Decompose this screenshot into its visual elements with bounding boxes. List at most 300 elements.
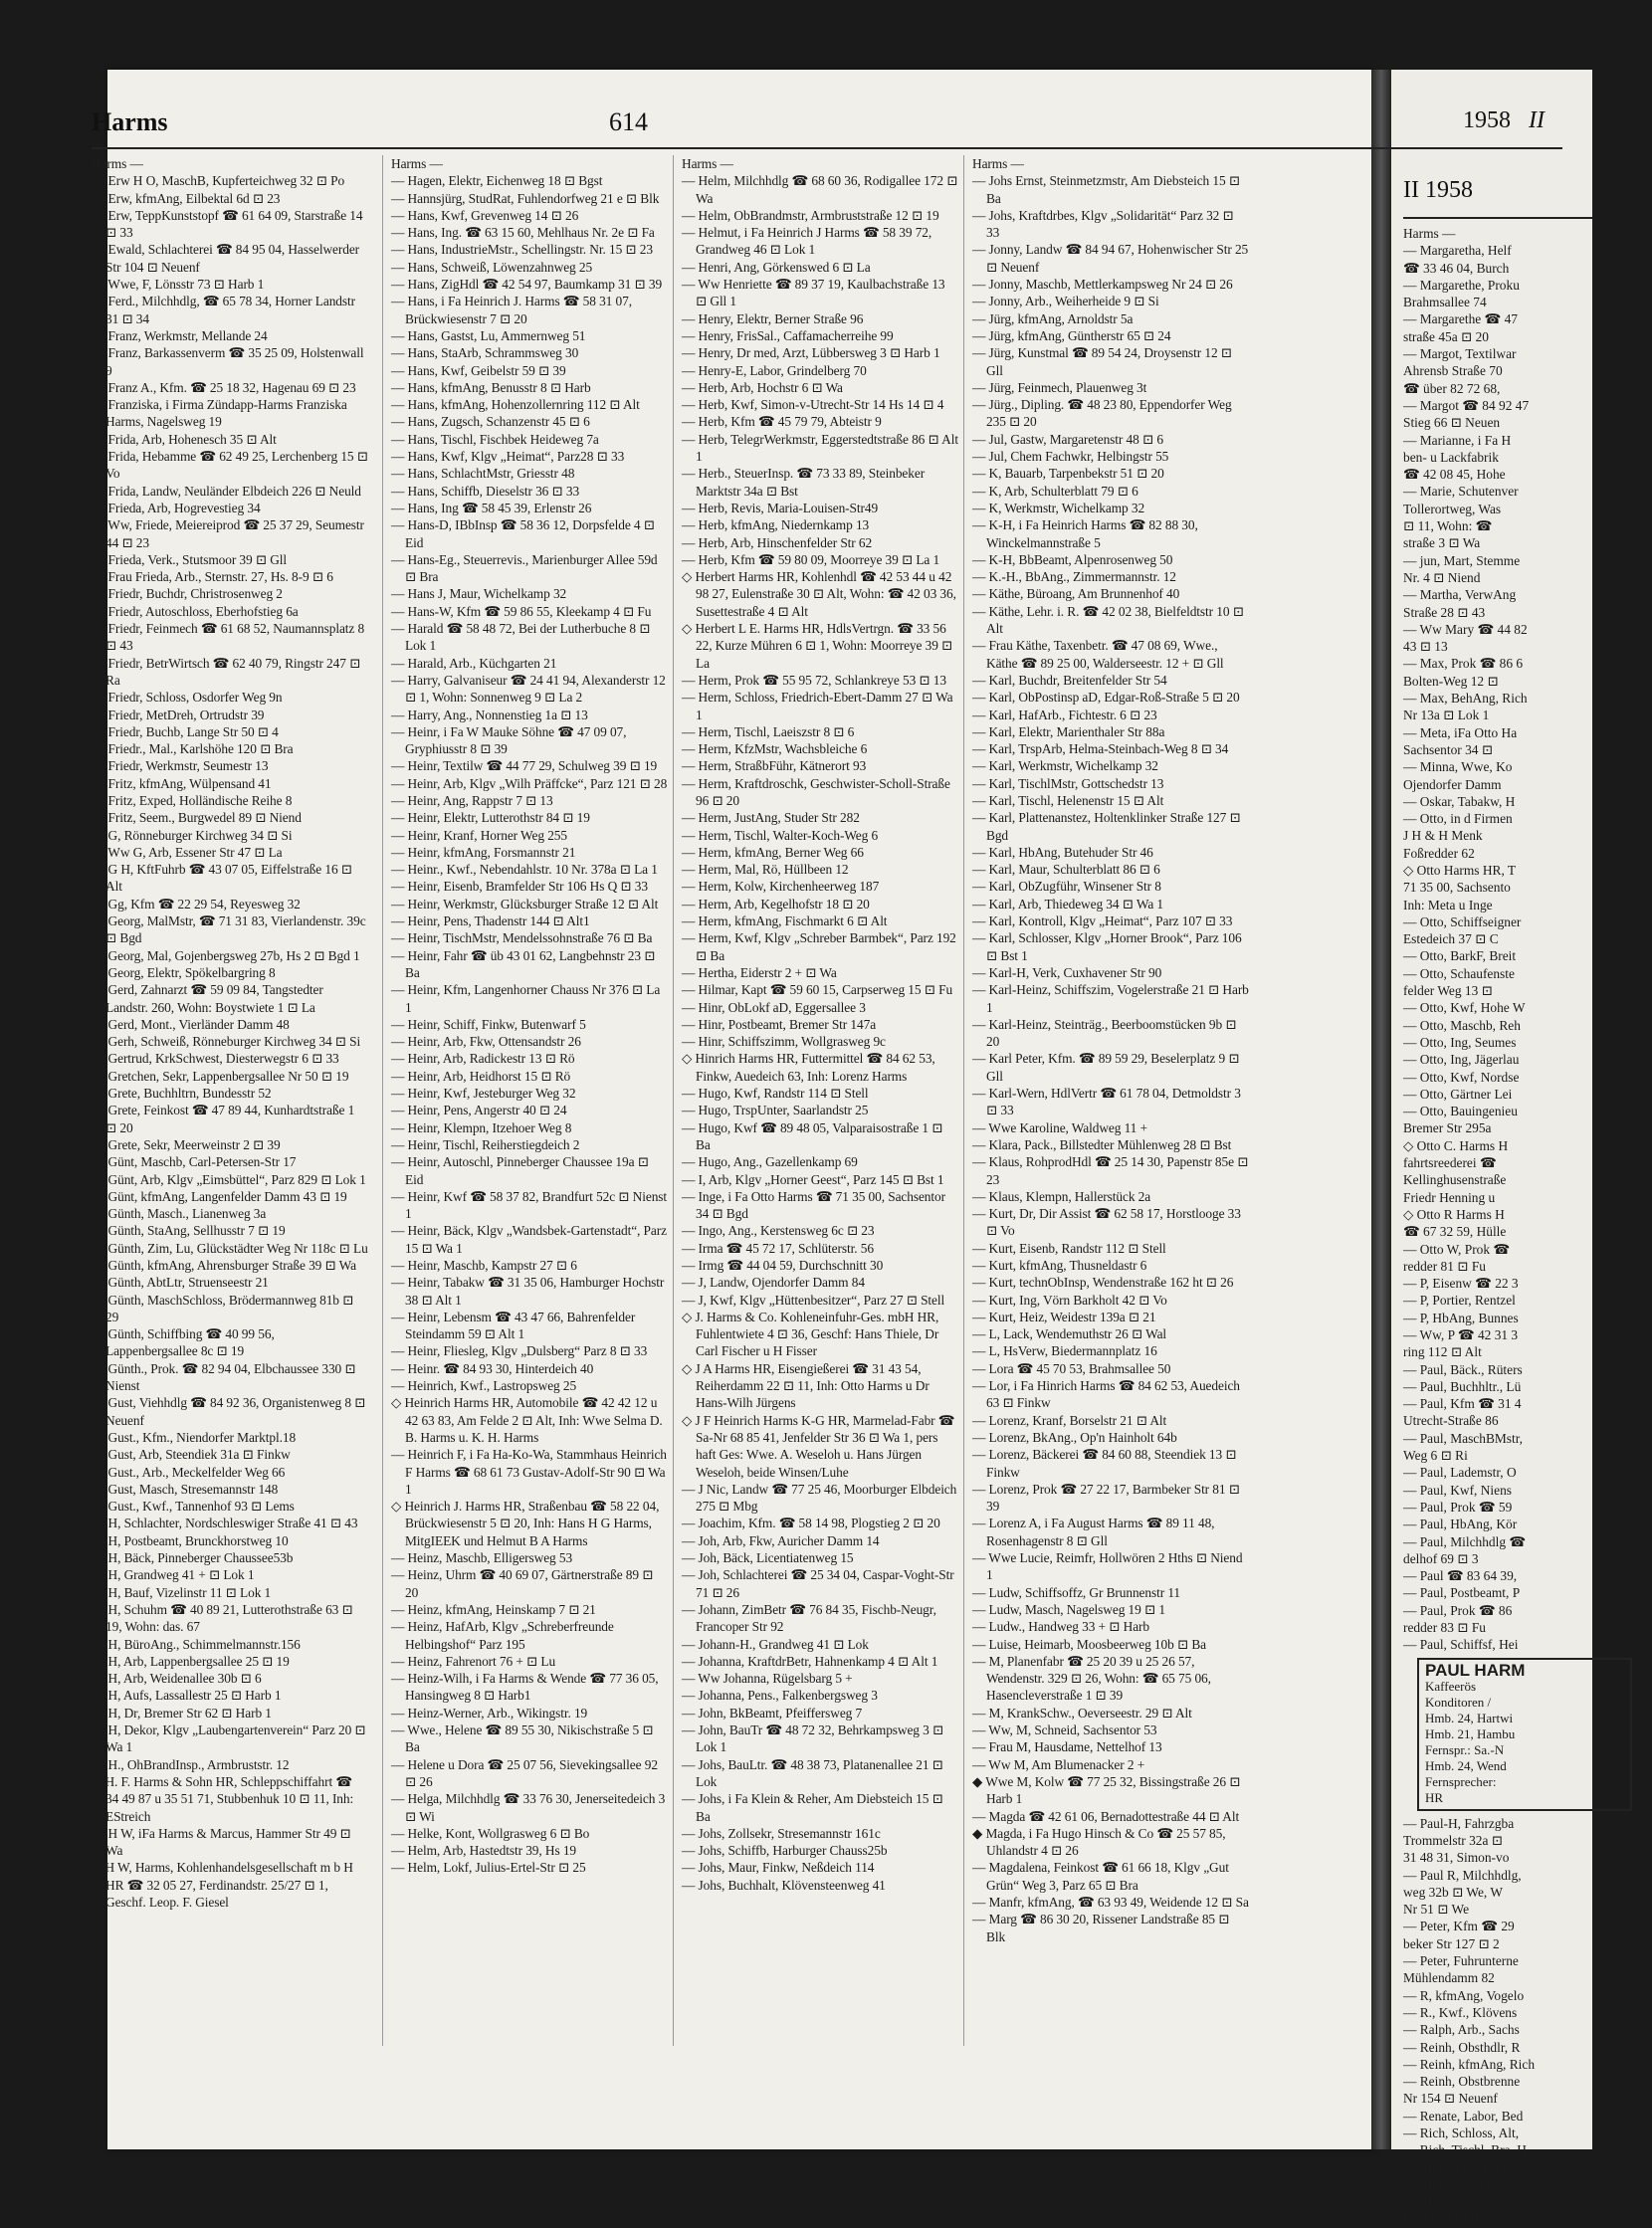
directory-entry: — Herb, Revis, Maria-Louisen-Str49	[682, 500, 879, 515]
directory-entry: — Hertha, Eiderstr 2 + ⊡ Wa	[682, 964, 837, 980]
directory-entry: — Helene u Dora ☎ 25 07 56, Sievekingsallee 92 ⊡ 26	[391, 1756, 658, 1789]
directory-entry: — Otto, Bauingenieu	[1403, 1104, 1518, 1119]
directory-entry: — Johs Ernst, Steinmetzmstr, Am Diebsteich 15 ⊡ Ba	[972, 173, 1240, 206]
directory-entry: — Hans-Eg., Steuerrevis., Marienburger Allee 59d ⊡ Bra	[391, 551, 658, 585]
directory-entry: — Jürg, Feinmech, Plauenweg 3t	[972, 379, 1147, 395]
directory-entry: — Hinr, Postbeamt, Bremer Str 147a	[682, 1016, 877, 1032]
directory-entry: — Margot, Textilwar	[1403, 346, 1517, 362]
directory-page-right	[1391, 70, 1592, 2227]
directory-entry: — Reinh, kfmAng, Rich	[1403, 2056, 1536, 2072]
directory-entry: — Günt, Maschb, Carl-Petersen-Str 17	[92, 1154, 297, 1170]
directory-entry: — Erw H O, MaschB, Kupferteichweg 32 ⊡ Po	[92, 173, 345, 189]
directory-entry: — Oskar, Tabakw, H	[1403, 793, 1516, 809]
directory-entry: — Erw, kfmAng, Eilbektal 6d ⊡ 23	[92, 190, 281, 206]
directory-entry: — Heinr, Klempn, Itzehoer Weg 8	[391, 1119, 572, 1135]
directory-entry: ◇ Herbert Harms HR, Kohlenhdl ☎ 42 53 44 u 42 98 27, Eulenstraße 30 ⊡ Alt, Wohn: ☎ 42 03 36, Susettestraße 4 ⊡ Alt	[682, 569, 956, 619]
directory-entry: — Karl, TrspArb, Helma-Steinbach-Weg 8 ⊡ 34	[972, 741, 1229, 757]
directory-entry: — K, Bauarb, Tarpenbekstr 51 ⊡ 20	[972, 466, 1164, 482]
directory-entry: Bolten-Weg 12 ⊡	[1403, 673, 1499, 689]
ad-line: Kaffeerös	[1425, 1678, 1477, 1694]
directory-entry: J H & H Menk	[1403, 828, 1483, 844]
directory-entry: ◇ H W, Harms, Kohlenhandelsgesellschaft m b H HR ☎ 32 05 27, Ferdinandstr. 25/27 ⊡ 1, Geschf. Leop. F. Giesel	[92, 1860, 353, 1910]
directory-entry: — Heinr. ☎ 84 93 30, Hinterdeich 40	[391, 1360, 594, 1376]
directory-entry: — Franz, Barkassenverm ☎ 35 25 09, Holstenwall 9	[92, 345, 364, 378]
directory-entry: — Heinr, Maschb, Kampstr 27 ⊡ 6	[391, 1258, 577, 1273]
directory-entry: — Jürg, Kunstmal ☎ 89 54 24, Droysenstr 12 ⊡ Gll	[972, 345, 1232, 378]
directory-entry: — Heinr, Tabakw ☎ 31 35 06, Hamburger Hochstr 38 ⊡ Alt 1	[391, 1275, 665, 1308]
directory-entry: — Karl, Schlosser, Klgv „Horner Brook“, Parz 106 ⊡ Bst 1	[972, 930, 1242, 963]
directory-entry: — Hilmar, Kapt ☎ 59 60 15, Carpserweg 15 ⊡ Fu	[682, 982, 953, 998]
directory-entry: — H, Schlachter, Nordschleswiger Straße 41 ⊡ 43	[92, 1516, 358, 1531]
directory-entry: — H, Grandweg 41 + ⊡ Lok 1	[92, 1567, 255, 1583]
directory-entry: — K-H, i Fa Heinrich Harms ☎ 82 88 30, Winckelmannstraße 5	[972, 517, 1198, 550]
directory-entry: — Paul, Prok ☎ 59	[1403, 1499, 1513, 1515]
directory-entry: — G H, KftFuhrb ☎ 43 07 05, Eiffelstraße 16 ⊡ Alt	[92, 862, 352, 895]
directory-entry: — Paul, Kwf, Niens	[1403, 1482, 1512, 1498]
directory-entry: — Lora ☎ 45 70 53, Brahmsallee 50	[972, 1360, 1171, 1376]
directory-entry: — Kurt, Eisenb, Randstr 112 ⊡ Stell	[972, 1240, 1166, 1256]
directory-entry: — Hinr, Schiffszimm, Wollgrasweg 9c	[682, 1034, 886, 1050]
directory-entry: — Fritz, Seem., Burgwedel 89 ⊡ Niend	[92, 810, 302, 826]
directory-entry: — Frida, Hebamme ☎ 62 49 25, Lerchenberg 15 ⊡ Vo	[92, 449, 368, 482]
directory-entry: — jun, Mart, Stemme	[1403, 552, 1521, 568]
directory-entry: — K.-H., BbAng., Zimmermannstr. 12	[972, 569, 1176, 585]
directory-entry: — Hans, Zugsch, Schanzenstr 45 ⊡ 6	[391, 414, 590, 430]
directory-entry: — Hans, i Fa Heinrich J. Harms ☎ 58 31 07, Brückwiesenstr 7 ⊡ 20	[391, 294, 632, 326]
directory-entry: — Heinr, Textilw ☎ 44 77 29, Schulweg 39 ⊡ 19	[391, 758, 658, 774]
directory-entry: — Gretchen, Sekr, Lappenbergsallee Nr 50 ⊡ 19	[92, 1068, 349, 1084]
directory-entry: Nr 154 ⊡ Neuenf	[1403, 2091, 1498, 2107]
directory-entry: — Friedr, Feinmech ☎ 61 68 52, Naumannsplatz 8 ⊡ 43	[92, 621, 365, 654]
directory-entry: — P, Eisenw ☎ 22 3	[1403, 1276, 1519, 1292]
directory-entry: — Lor, i Fa Hinrich Harms ☎ 84 62 53, Auedeich 63 ⊡ Finkw	[972, 1378, 1240, 1411]
directory-entry: — Gust., Kfm., Niendorfer Marktpl.18	[92, 1429, 297, 1445]
directory-entry: — L, Lack, Wendemuthstr 26 ⊡ Wal	[972, 1326, 1167, 1342]
directory-entry: — Harry, Galvaniseur ☎ 24 41 94, Alexanderstr 12 ⊡ 1, Wohn: Sonnenweg 9 ⊡ La 2	[391, 672, 666, 706]
directory-entry: — Harald ☎ 58 48 72, Bei der Lutherbuche 8 ⊡ Lok 1	[391, 621, 651, 654]
directory-entry: — Gust., Kwf., Tannenhof 93 ⊡ Lems	[92, 1499, 295, 1515]
directory-entry: — Minna, Wwe, Ko	[1403, 759, 1513, 775]
directory-entry: ◇ J. Harms & Co. Kohleneinfuhr-Ges. mbH HR, Fuhlentwiete 4 ⊡ 36, Geschf: Hans Thiele, Dr Carl Fischer u H Fisser	[682, 1309, 939, 1359]
directory-entry: — Heinz, HafArb, Klgv „Schreberfreunde Helbingshof“ Parz 195	[391, 1619, 614, 1652]
directory-entry: — Paul-H, Fahrzgba	[1403, 1815, 1515, 1831]
directory-entry: — Grete, Sekr, Meerweinstr 2 ⊡ 39	[92, 1136, 281, 1152]
directory-entry: — H, Postbeamt, Brunckhorstweg 10	[92, 1532, 289, 1548]
directory-entry: — Karl, HbAng, Butehuder Str 46	[972, 844, 1153, 860]
directory-entry: — Herm, Tischl, Walter-Koch-Weg 6	[682, 827, 879, 843]
directory-entry: delhof 69 ⊡ 3	[1403, 1550, 1479, 1566]
directory-entry: — Paul, MaschBMstr,	[1403, 1430, 1523, 1446]
directory-entry: — Heinr, TischMstr, Mendelssohnstraße 76 ⊡ Ba	[391, 930, 653, 946]
directory-entry: — Ww Henriette ☎ 89 37 19, Kaulbachstraße 13 ⊡ Gll 1	[682, 277, 945, 309]
directory-entry: — Friedr, Werkmstr, Seumestr 13	[92, 758, 269, 774]
directory-entry: — Ingo, Ang., Kerstensweg 6c ⊡ 23	[682, 1223, 875, 1239]
directory-entry: — Gg, Kfm ☎ 22 29 54, Reyesweg 32	[92, 896, 301, 911]
directory-entry: — Ludw, Schiffsoffz, Gr Brunnenstr 11	[972, 1584, 1181, 1600]
directory-entry: — Gerh, Schweiß, Rönneburger Kirchweg 34 ⊡ Si	[92, 1034, 361, 1050]
directory-entry: — Irma ☎ 45 72 17, Schlüterstr. 56	[682, 1240, 874, 1256]
directory-entry: — Ww Johanna, Rügelsbarg 5 +	[682, 1671, 853, 1687]
directory-entry: Trommelstr 32a ⊡	[1403, 1832, 1503, 1848]
running-head-year	[1463, 107, 1545, 134]
directory-entry: — Rich, UhrmMstr,	[1403, 2176, 1512, 2192]
directory-entry: — Franz, Werkmstr, Mellande 24	[92, 327, 268, 343]
directory-entry: — Heinz, Uhrm ☎ 40 69 07, Gärtnerstraße 89 ⊡ 20	[391, 1567, 654, 1600]
directory-entry: — Herm, Mal, Rö, Hüllbeen 12	[682, 862, 849, 878]
directory-entry: — Johs, Maur, Finkw, Neßdeich 114	[682, 1860, 875, 1876]
directory-entry: — Lorenz, BkAng., Op'n Hainholt 64b	[972, 1429, 1177, 1445]
directory-entry: — Herb, Kfm ☎ 45 79 79, Abteistr 9	[682, 414, 882, 430]
directory-entry: — Heinr, Lebensm ☎ 43 47 66, Bahrenfelder Steindamm 59 ⊡ Alt 1	[391, 1309, 636, 1342]
directory-entry: Uhrm., Alte Holste	[1403, 2211, 1505, 2227]
directory-entry: — Hugo, TrspUnter, Saarlandstr 25	[682, 1103, 869, 1118]
directory-entry: — Heinrich F, i Fa Ha-Ko-Wa, Stammhaus Heinrich F Harms ☎ 68 61 73 Gustav-Adolf-Str 90 ⊡ Wa 1	[391, 1447, 667, 1497]
directory-entry: — Hugo, Ang., Gazellenkamp 69	[682, 1154, 858, 1170]
directory-entry: — Herb, TelegrWerkmstr, Eggerstedtstraße 86 ⊡ Alt 1	[682, 431, 958, 465]
directory-entry: — Henry, Dr med, Arzt, Lübbersweg 3 ⊡ Harb 1	[682, 345, 940, 361]
directory-entry: — Kurt, kfmAng, Thusneldastr 6	[972, 1258, 1147, 1273]
directory-entry: — Hans, Kwf, Geibelstr 59 ⊡ 39	[391, 362, 566, 378]
directory-entry: Friedr Henning u	[1403, 1189, 1496, 1205]
directory-entry: — Klara, Pack., Billstedter Mühlenweg 28 ⊡ Bst	[972, 1136, 1232, 1152]
directory-entry: Stieg 66 ⊡ Neuen	[1403, 415, 1501, 431]
directory-entry: — Heinz-Werner, Arb., Wikingstr. 19	[391, 1705, 588, 1721]
directory-entry: — Henri, Ang, Görkenswed 6 ⊡ La	[682, 259, 871, 275]
directory-entry: ◇ Otto Harms HR, T	[1403, 862, 1517, 878]
directory-entry: weg 32b ⊡ We, W	[1403, 1884, 1504, 1900]
directory-entry: — Heinr, Pens, Angerstr 40 ⊡ 24	[391, 1103, 567, 1118]
right-page-entries	[1403, 242, 1652, 1653]
directory-entry: — Paul, Schiffsf, Hei	[1403, 1637, 1519, 1653]
directory-entry: — Paul R, Milchhdlg,	[1403, 1867, 1522, 1883]
directory-entry: — Lorenz, Kranf, Borselstr 21 ⊡ Alt	[972, 1412, 1167, 1428]
column-2	[382, 155, 668, 2046]
directory-entry: — Ww M, Am Blumenacker 2 +	[972, 1756, 1145, 1772]
directory-entry: — Ww, M, Schneid, Sachsentor 53	[972, 1722, 1157, 1738]
directory-entry: — H, Arb, Lappenbergsallee 25 ⊡ 19	[92, 1653, 290, 1669]
directory-entry: — Heinr, Arb, Fkw, Ottensandstr 26	[391, 1034, 581, 1050]
directory-entry: — Herm, Kwf, Klgv „Schreber Barmbek“, Parz 192 ⊡ Ba	[682, 930, 956, 963]
directory-entry: beker Str 127 ⊡ 2	[1403, 1935, 1500, 1951]
ad-line: Konditoren /	[1425, 1694, 1492, 1710]
directory-entry: — Günth, kfmAng, Ahrensburger Straße 39 ⊡ Wa	[92, 1258, 356, 1273]
directory-entry: — Friedr, Schloss, Osdorfer Weg 9n	[92, 690, 283, 706]
directory-entry: — Magda ☎ 42 61 06, Bernadottestraße 44 ⊡ Alt	[972, 1808, 1240, 1824]
directory-entry: — Gust, Viehhdlg ☎ 84 92 36, Organistenweg 8 ⊡ Neuenf	[92, 1395, 366, 1428]
directory-entry: — Herb, Kfm ☎ 59 80 09, Moorreye 39 ⊡ La 1	[682, 551, 940, 567]
directory-entry: — Hans, SchlachtMstr, Griesstr 48	[391, 466, 575, 482]
directory-entry: — Herm, KfzMstr, Wachsbleiche 6	[682, 741, 868, 757]
directory-entry: — H., OhBrandInsp., Armbruststr. 12	[92, 1756, 290, 1772]
directory-entry: — Herm, Tischl, Laeiszstr 8 ⊡ 6	[682, 723, 855, 739]
year: 1958	[1463, 107, 1512, 133]
directory-entry: — Heinr, Kfm, Langenhorner Chauss Nr 376 ⊡ La 1	[391, 982, 661, 1015]
directory-entry: — Herm, Kolw, Kirchenheerweg 187	[682, 879, 880, 895]
directory-entry: — Otto, Maschb, Reh	[1403, 1017, 1521, 1033]
directory-entry: — Gerd, Mont., Vierländer Damm 48	[92, 1016, 290, 1032]
directory-entry: — K, Werkmstr, Wichelkamp 32	[972, 500, 1145, 515]
advertisement-box	[1417, 1658, 1632, 1811]
ad-lines	[1425, 1679, 1624, 1790]
directory-entry: Bremer Str 295a	[1403, 1120, 1492, 1136]
directory-entry: — Gust, Arb, Steendiek 31a ⊡ Finkw	[92, 1447, 291, 1463]
directory-entry: — Heinr, Werkmstr, Glücksburger Straße 12 ⊡ Alt	[391, 896, 659, 911]
directory-entry: — Helm, ObBrandmstr, Armbruststraße 12 ⊡ 19	[682, 207, 939, 223]
directory-entry: — Meta, iFa Otto Ha	[1403, 724, 1518, 740]
directory-entry: Nr 51 ⊡ We	[1403, 1902, 1470, 1918]
directory-entry: Foßredder 62	[1403, 845, 1475, 861]
directory-entry: — Günth, MaschSchloss, Brödermannweg 81b ⊡ 29	[92, 1292, 354, 1324]
directory-entry: — Helke, Kont, Wollgrasweg 6 ⊡ Bo	[391, 1825, 590, 1841]
page-header	[92, 107, 1562, 145]
directory-entry: — Inge, i Fa Otto Harms ☎ 71 35 00, Sachsentor 34 ⊡ Bgd	[682, 1188, 945, 1222]
directory-entry: — Friedr, BetrWirtsch ☎ 62 40 79, Ringstr 247 ⊡ Ra	[92, 655, 361, 688]
directory-entry: — Lorenz, Bäckerei ☎ 84 60 88, Steendiek 13 ⊡ Finkw	[972, 1447, 1237, 1480]
directory-entry: — Ww, P ☎ 42 31 3	[1403, 1327, 1519, 1342]
directory-entry: — Johs, i Fa Klein & Reher, Am Diebsteich 15 ⊡ Ba	[682, 1791, 943, 1824]
directory-entry: — Paul, Postbeamt, P	[1403, 1585, 1521, 1601]
directory-entry: — Heinr, Arb, Radickestr 13 ⊡ Rö	[391, 1051, 575, 1067]
directory-entry: — Frau Frieda, Arb., Sternstr. 27, Hs. 8-9 ⊡ 6	[92, 569, 333, 585]
directory-entry: — Helm, Lokf, Julius-Ertel-Str ⊡ 25	[391, 1860, 586, 1876]
directory-entry: — Hans, StaArb, Schrammsweg 30	[391, 345, 579, 361]
directory-entry: — P, HbAng, Bunnes	[1403, 1310, 1519, 1325]
directory-entry: — Margarethe, Proku	[1403, 277, 1520, 293]
directory-entry: — Lorenz, Prok ☎ 27 22 17, Barmbeker Str 81 ⊡ 39	[972, 1481, 1240, 1515]
directory-entry: — Hans, kfmAng, Benusstr 8 ⊡ Harb	[391, 379, 591, 395]
directory-entry: — Heinr., Kwf., Nebendahlstr. 10 Nr. 378a ⊡ La 1	[391, 862, 658, 878]
directory-entry: — Heinr, Tischl, Reiherstiegdeich 2	[391, 1136, 580, 1152]
directory-entry: — Herm, Arb, Kegelhofstr 18 ⊡ 20	[682, 896, 870, 911]
directory-entry: Nr 13a ⊡ Lok 1	[1403, 708, 1490, 723]
directory-entry: Utrecht-Straße 86	[1403, 1413, 1499, 1429]
directory-entry: Sachsentor 34 ⊡	[1403, 741, 1494, 757]
directory-entry: — Hans, Schweiß, Löwenzahnweg 25	[391, 259, 593, 275]
right-page-rule	[1403, 217, 1592, 219]
directory-entry: — Herm, kfmAng, Fischmarkt 6 ⊡ Alt	[682, 913, 888, 929]
directory-entry: — Karl, Maur, Schulterblatt 86 ⊡ 6	[972, 862, 1160, 878]
directory-entry: — Klaus, Klempn, Hallerstück 2a	[972, 1188, 1151, 1204]
directory-entry: — Heinr, Fahr ☎ üb 43 01 62, Langbehnstr 23 ⊡ Ba	[391, 947, 656, 980]
directory-entry: — Jürg, kfmAng, Arnoldstr 5a	[972, 310, 1134, 326]
directory-entry: — Fritz, Exped, Holländische Reihe 8	[92, 792, 293, 808]
directory-entry: Mühlendamm 82	[1403, 1970, 1495, 1986]
directory-entry: — J, Landw, Ojendorfer Damm 84	[682, 1275, 865, 1291]
directory-entry: — J Nic, Landw ☎ 77 25 46, Moorburger Elbdeich 275 ⊡ Mbg	[682, 1481, 957, 1515]
directory-entry: — Ww, Friede, Meiereiprod ☎ 25 37 29, Seumestr 44 ⊡ 23	[92, 517, 364, 550]
directory-entry: — Margot ☎ 84 92 47	[1403, 397, 1530, 413]
directory-entry: — Günt, kfmAng, Langenfelder Damm 43 ⊡ 19	[92, 1188, 347, 1204]
directory-entry: — Günth., Prok. ☎ 82 94 04, Elbchaussee 330 ⊡ Nienst	[92, 1360, 356, 1394]
directory-entry: ◇ J A Harms HR, Eisengießerei ☎ 31 43 54, Reiherdamm 22 ⊡ 11, Inh: Otto Harms u Dr Hans-Wilh Jürgens	[682, 1360, 929, 1411]
directory-entry: — Heinr, i Fa W Mauke Söhne ☎ 47 09 07, Gryphiusstr 8 ⊡ 39	[391, 723, 627, 757]
directory-entry: — Heinz, Fahrenort 76 + ⊡ Lu	[391, 1653, 556, 1669]
directory-entry: — Renate, Labor, Bed	[1403, 2108, 1524, 2124]
directory-entry: — Hugo, Kwf, Randstr 114 ⊡ Stell	[682, 1086, 869, 1102]
ad-title: PAUL HARM	[1425, 1660, 1526, 1680]
directory-entry: straße 3 ⊡ Wa	[1403, 535, 1481, 551]
directory-entry: — Paul, Prok ☎ 86	[1403, 1602, 1513, 1618]
directory-entry: Ojendorfer Damm	[1403, 776, 1502, 792]
directory-entry: straße 45a ⊡ 20	[1403, 328, 1489, 344]
directory-entry: — Hans, Tischl, Fischbek Heideweg 7a	[391, 431, 599, 447]
directory-entry: — Otto, Ing, Seumes	[1403, 1034, 1517, 1050]
directory-entry: — Karl Peter, Kfm. ☎ 89 59 29, Beselerplatz 9 ⊡ Gll	[972, 1051, 1240, 1084]
directory-entry: — Helm, Milchhdlg ☎ 68 60 36, Rodigallee 172 ⊡ Wa	[682, 173, 958, 206]
directory-entry: Tollerortweg, Was	[1403, 501, 1502, 516]
directory-entry: — Hans, Ing. ☎ 63 15 60, Mehlhaus Nr. 2e ⊡ Fa	[391, 225, 655, 241]
directory-entry: — Jonny, Arb., Weiherheide 9 ⊡ Si	[972, 294, 1159, 309]
directory-entry: — Rich, Tischl, Bra, H	[1403, 2142, 1527, 2158]
directory-entry: — Karl, ObZugführ, Winsener Str 8	[972, 879, 1161, 895]
directory-entry: — Paul, Milchhdlg ☎	[1403, 1533, 1527, 1549]
directory-entry: — Günth, Masch., Lianenweg 3a	[92, 1206, 267, 1222]
directory-entry: — H, Dekor, Klgv „Laubengartenverein“ Parz 20 ⊡ Wa 1	[92, 1722, 366, 1755]
directory-entry: — John, BauTr ☎ 48 72 32, Behrkampsweg 3 ⊡ Lok 1	[682, 1722, 944, 1755]
directory-entry: — Heinz, Maschb, Elligersweg 53	[391, 1550, 573, 1566]
directory-entry: — Georg, MalMstr, ☎ 71 31 83, Vierlandenstr. 39c ⊡ Bgd	[92, 913, 366, 946]
directory-entry: felder Weg 13 ⊡	[1403, 983, 1493, 999]
directory-entry: — Martha, VerwAng	[1403, 587, 1517, 603]
directory-entry: — Karl, Buchdr, Breitenfelder Str 54	[972, 672, 1167, 688]
directory-entry: — Kurt, Heiz, Weidestr 139a ⊡ 21	[972, 1309, 1156, 1324]
directory-entry: — Luise, Heimarb, Moosbeerweg 10b ⊡ Ba	[972, 1636, 1207, 1652]
directory-entry: — Wwe., Helene ☎ 89 55 30, Nikischstraße 5 ⊡ Ba	[391, 1722, 654, 1755]
directory-entry: — Henry-E, Labor, Grindelberg 70	[682, 362, 867, 378]
directory-entry: — Karl-H, Verk, Cuxhavener Str 90	[972, 964, 1162, 980]
directory-entry: — H, Schuhm ☎ 40 89 21, Lutterothstraße 63 ⊡ 19, Wohn: das. 67	[92, 1601, 353, 1635]
directory-entry: — Heinrich, Kwf., Lastropsweg 25	[391, 1378, 577, 1394]
directory-entry: — K-H, BbBeamt, Alpenrosenweg 50	[972, 551, 1173, 567]
directory-entry: — Paul, Lademstr, O	[1403, 1465, 1517, 1481]
directory-entry: — Herb, kfmAng, Niedernkamp 13	[682, 517, 870, 533]
directory-entry: — Henry, FrisSal., Caffamacherreihe 99	[682, 327, 894, 343]
directory-entry: ring 112 ⊡ Alt	[1403, 1344, 1482, 1360]
directory-entry: — Franz A., Kfm. ☎ 25 18 32, Hagenau 69 ⊡ 23	[92, 379, 356, 395]
directory-entry: — Helmut, i Fa Heinrich J Harms ☎ 58 39 72, Grandweg 46 ⊡ Lok 1	[682, 225, 932, 258]
directory-entry: — Herm, JustAng, Studer Str 282	[682, 810, 860, 826]
directory-entry: — Harald, Arb., Küchgarten 21	[391, 655, 557, 671]
directory-entry: — Helga, Milchhdlg ☎ 33 76 30, Jenerseitedeich 3 ⊡ Wi	[391, 1791, 666, 1824]
directory-entry: — Georg, Elektr, Spökelbargring 8	[92, 964, 276, 980]
directory-entry: — Grete, Feinkost ☎ 47 89 44, Kunhardtstraße 1 ⊡ 20	[92, 1103, 355, 1135]
directory-entry: — Hans, kfmAng, Hohenzollernring 112 ⊡ Alt	[391, 397, 640, 413]
directory-entry: — Paul, Kfm ☎ 31 4	[1403, 1396, 1522, 1412]
directory-entry: — Herm, Schloss, Friedrich-Ebert-Damm 27 ⊡ Wa 1	[682, 690, 953, 722]
directory-entry: — Karl, Tischl, Helenenstr 15 ⊡ Alt	[972, 792, 1164, 808]
directory-entry: — Reinh, Obstbrenne	[1403, 2074, 1521, 2090]
directory-entry: — Joh, Bäck, Licentiatenweg 15	[682, 1550, 854, 1566]
directory-entry: — Otto, Ing, Jägerlau	[1403, 1052, 1520, 1068]
directory-entry: — Hugo, Kwf ☎ 89 48 05, Valparaisostraße 1 ⊡ Ba	[682, 1119, 943, 1152]
directory-entry: redder 83 ⊡ Fu	[1403, 1620, 1486, 1636]
directory-entry: — H, Bauf, Vizelinstr 11 ⊡ Lok 1	[92, 1584, 272, 1600]
directory-entry: — Frida, Arb, Hohenesch 35 ⊡ Alt	[92, 431, 277, 447]
directory-entry: — Ralph, Arb., Sachs	[1403, 2022, 1520, 2038]
directory-entry: — Harry, Ang., Nonnenstieg 1a ⊡ 13	[391, 707, 588, 722]
directory-entry: ◆ Magda, i Fa Hugo Hinsch & Co ☎ 25 57 85, Uhlandstr 4 ⊡ 26	[972, 1825, 1226, 1859]
directory-entry: — Heinr, Ang, Rappstr 7 ⊡ 13	[391, 792, 553, 808]
directory-entry: — Johs, Buchhalt, Klövensteenweg 41	[682, 1877, 886, 1893]
directory-entry: ben- u Lackfabrik	[1403, 449, 1499, 465]
directory-entry: — Ewald, Schlachterei ☎ 84 95 04, Hasselwerder Str 104 ⊡ Neuenf	[92, 242, 360, 275]
directory-entry: — Günth, Schiffbing ☎ 40 99 56, Lappenbergsallee 8c ⊡ 19	[92, 1326, 275, 1359]
running-head-name: Harms	[92, 107, 168, 136]
directory-entry: — Friedr., Mal., Karlshöhe 120 ⊡ Bra	[92, 741, 294, 757]
directory-entry: — Frau Käthe, Taxenbetr. ☎ 47 08 69, Wwe., Käthe ☎ 89 25 00, Walderseestr. 12 + ⊡ Gll	[972, 638, 1224, 671]
directory-entry: — Frida, Landw, Neuländer Elbdeich 226 ⊡ Neuld	[92, 483, 361, 499]
directory-entry: — Herb., SteuerInsp. ☎ 73 33 89, Steinbeker Marktstr 34a ⊡ Bst	[682, 466, 926, 499]
directory-entry: — M, Planenfabr ☎ 25 20 39 u 25 26 57, Wendenstr. 329 ⊡ 26, Wohn: ☎ 65 75 06, Hasencleverstraße 1 ⊡ 39	[972, 1653, 1211, 1704]
directory-entry: ◇ Heinrich J. Harms HR, Straßenbau ☎ 58 22 04, Brückwiesenstr 5 ⊡ 20, Inh: Hans H G Harms, MitgIEEK und Helmut B A Harms	[391, 1499, 660, 1548]
directory-entry: ☎ 33 46 04, Burch	[1403, 260, 1510, 276]
directory-entry: — Karl-Heinz, Steinträg., Beerboomstücken 9b ⊡ 20	[972, 1016, 1237, 1050]
directory-entry: — Johs, Zollsekr, Stresemannstr 161c	[682, 1825, 881, 1841]
directory-entry: — Karl, TischlMstr, Gottschedstr 13	[972, 775, 1164, 791]
directory-entry: — Hans-D, IBbInsp ☎ 58 36 12, Dorpsfelde 4 ⊡ Eid	[391, 517, 655, 550]
directory-entry: — Ludw, Masch, Nagelsweg 19 ⊡ 1	[972, 1601, 1165, 1617]
directory-entry: — Grete, Buchhltrn, Bundesstr 52	[92, 1086, 272, 1102]
directory-entry: — Henry, Elektr, Berner Straße 96	[682, 310, 864, 326]
directory-entry: ◇ Hinrich Harms HR, Futtermittel ☎ 84 62 53, Finkw, Auedeich 63, Inh: Lorenz Harms	[682, 1051, 935, 1084]
directory-entry: — G, Rönneburger Kirchweg 34 ⊡ Si	[92, 827, 293, 843]
directory-entry: — Johs, BauLtr. ☎ 48 38 73, Platanenallee 21 ⊡ Lok	[682, 1756, 943, 1789]
directory-entry: — Karl, Plattenanstez, Holtenklinker Straße 127 ⊡ Bgd	[972, 810, 1241, 843]
directory-entry: — Marg ☎ 86 30 20, Rissener Landstraße 85 ⊡ Blk	[972, 1912, 1230, 1944]
directory-entry: — Rich. u. R. Jonato	[1403, 2194, 1516, 2210]
directory-entry: — Johanna, Pens., Falkenbergsweg 3	[682, 1688, 878, 1704]
directory-entry: — Hans, IndustrieMstr., Schellingstr. Nr. 15 ⊡ 23	[391, 242, 653, 258]
directory-entry: — Karl, Arb, Thiedeweg 34 ⊡ Wa 1	[972, 896, 1164, 911]
directory-entry: — Margarethe ☎ 47	[1403, 311, 1518, 327]
column-head: Harms —	[92, 156, 143, 171]
directory-entry: — I, Arb, Klgv „Horner Geest“, Parz 145 ⊡ Bst 1	[682, 1171, 944, 1187]
directory-entry: — Hans, Kwf, Grevenweg 14 ⊡ 26	[391, 207, 579, 223]
directory-entry: — Franziska, i Firma Zündapp-Harms Franziska Harms, Nagelsweg 19	[92, 397, 347, 430]
directory-entry: — Heinr, Pens, Thadenstr 144 ⊡ Alt1	[391, 913, 590, 929]
directory-entry: — Herm, kfmAng, Berner Weg 66	[682, 844, 864, 860]
directory-entry: — Irmg ☎ 44 04 59, Durchschnitt 30	[682, 1258, 884, 1273]
directory-entry: — Johs, Schiffb, Harburger Chauss25b	[682, 1843, 888, 1859]
right-page-entries-after	[1403, 1815, 1652, 2228]
directory-entry: — Heinr, Kwf, Jesteburger Weg 32	[391, 1086, 576, 1102]
directory-entry: — Heinr, Schiff, Finkw, Butenwarf 5	[391, 1016, 586, 1032]
column-head: Harms —	[972, 156, 1024, 171]
directory-entry: — Heinr, Eisenb, Bramfelder Str 106 Hs Q ⊡ 33	[391, 879, 648, 895]
directory-entry: — Margaretha, Helf	[1403, 243, 1512, 259]
directory-entry: — Joachim, Kfm. ☎ 58 14 98, Plogstieg 2 ⊡ 20	[682, 1516, 940, 1531]
directory-entry: ☎ 42 08 45, Hohe	[1403, 467, 1506, 483]
directory-entry: — Heinr, Fliesleg, Klgv „Dulsberg“ Parz 8 ⊡ 33	[391, 1343, 648, 1359]
column-3	[673, 155, 958, 2046]
directory-entry: — Frieda, Verk., Stutsmoor 39 ⊡ Gll	[92, 551, 288, 567]
directory-entry: — Kurt, technObInsp, Wendenstraße 162 ht ⊡ 26	[972, 1275, 1234, 1291]
directory-entry: — Rich, Kfm, Kunhat	[1403, 2159, 1523, 2175]
directory-entry: — Herb, Arb, Hochstr 6 ⊡ Wa	[682, 379, 843, 395]
directory-entry: — Georg, Mal, Gojenbergsweg 27b, Hs 2 ⊡ Bgd 1	[92, 947, 360, 963]
directory-entry: — K, Arb, Schulterblatt 79 ⊡ 6	[972, 483, 1138, 499]
directory-entry: — R, kfmAng, Vogelo	[1403, 1987, 1525, 2003]
directory-entry: ◇ Herbert L E. Harms HR, HdlsVertrgn. ☎ 33 56 22, Kurze Mühren 6 ⊡ 1, Wohn: Moorreye 39 ⊡ La	[682, 621, 953, 671]
directory-entry: — Friedr, Autoschloss, Eberhofstieg 6a	[92, 603, 299, 619]
directory-entry: — Günth, AbtLtr, Struenseestr 21	[92, 1275, 269, 1291]
directory-entry: — Joh, Schlachterei ☎ 25 34 04, Caspar-Voght-Str 71 ⊡ 26	[682, 1567, 954, 1600]
directory-entry: — Wwe, F, Lönsstr 73 ⊡ Harb 1	[92, 277, 265, 293]
directory-entry: — Gust, Masch, Stresemannstr 148	[92, 1481, 279, 1497]
directory-entry: — Johs, Kraftdrbes, Klgv „Solidarität“ Parz 32 ⊡ 33	[972, 207, 1234, 241]
directory-entry: — Heinr, Arb, Heidhorst 15 ⊡ Rö	[391, 1068, 571, 1084]
directory-entry: — Paul, HbAng, Kör	[1403, 1517, 1518, 1532]
